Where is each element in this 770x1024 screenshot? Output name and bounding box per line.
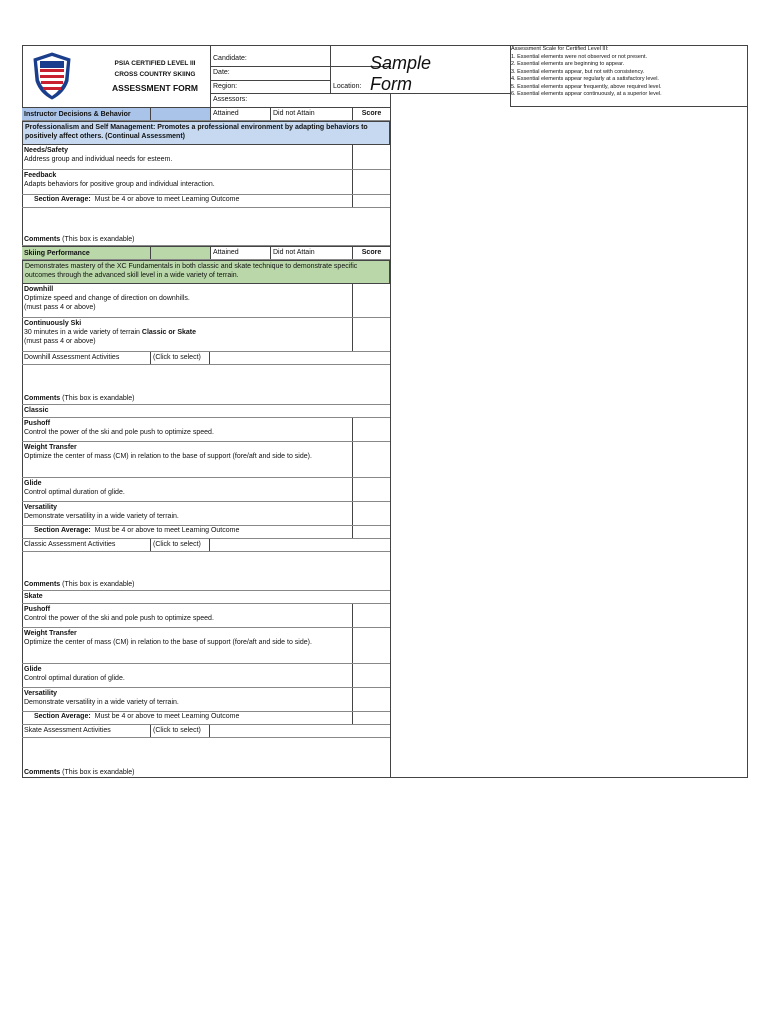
skate-item-versatility: [22, 688, 390, 712]
classic-item-pushoff: [22, 418, 390, 442]
item-title: Glide: [24, 480, 42, 487]
score-box[interactable]: [352, 170, 412, 194]
classic-item-glide: [22, 478, 390, 502]
skate-average: [22, 712, 390, 725]
score-box[interactable]: [352, 502, 412, 525]
scale-item: 3. Essential elements appear, but not with consistency.: [511, 68, 645, 75]
score-box[interactable]: [352, 442, 412, 477]
score-box[interactable]: [352, 688, 412, 711]
avg-text: Must be 4 or above to meet Learning Outcome: [94, 527, 240, 534]
comments-note: (This box is exandable): [62, 581, 135, 588]
avg-text: Must be 4 or above to meet Learning Outcome: [94, 196, 240, 203]
attained-column-header: Attained: [210, 108, 270, 120]
did-not-attain-column-header: Did not Attain: [270, 108, 352, 120]
item-title: Weight Transfer: [24, 630, 77, 637]
assessment-scale: [511, 46, 747, 99]
item-needs-safety: [22, 145, 390, 170]
date-field[interactable]: Date:: [213, 69, 230, 76]
candidate-field[interactable]: Candidate:: [213, 55, 247, 62]
section2-header-row: [22, 246, 390, 260]
score-box[interactable]: [352, 712, 412, 724]
scale-item: 6. Essential elements appear continuously, at a superior level.: [511, 91, 662, 97]
comments-label: Comments: [24, 769, 61, 776]
activities-label: Classic Assessment Activities: [24, 541, 116, 548]
section1-average: [22, 195, 390, 208]
item-title: Weight Transfer: [24, 444, 77, 451]
section2-description: Demonstrates mastery of the XC Fundamentals in both classic and skate technique to demonstrate specific outcomes through the advanced skill level in a wide variety of terrain.: [22, 260, 390, 284]
section2-title: Skiing Performance: [24, 250, 90, 257]
item-desc-bold: Classic or Skate: [141, 329, 196, 336]
skate-item-glide: [22, 664, 390, 688]
score-box[interactable]: [352, 478, 412, 501]
item-title: Feedback: [24, 172, 57, 179]
item-downhill: [22, 284, 390, 318]
comments-note: (This box is exandable): [62, 395, 135, 402]
item-desc: Adapts behaviors for positive group and individual interaction.: [24, 181, 215, 188]
comments-label: Comments: [24, 395, 61, 402]
item-title: Pushoff: [24, 420, 51, 427]
comments-label: Comments: [24, 581, 61, 588]
shield-icon: [30, 51, 74, 101]
classic-activities-row: [22, 539, 390, 552]
title-line-1: PSIA CERTIFIED LEVEL III: [114, 60, 196, 67]
item-note: (must pass 4 or above): [24, 304, 96, 311]
avg-label: Section Average:: [34, 713, 91, 720]
item-desc: Control optimal duration of glide.: [24, 675, 125, 682]
score-box[interactable]: [352, 604, 412, 627]
section1-header-row: [22, 107, 390, 121]
skate-activities-row: [22, 725, 390, 738]
activities-label: Downhill Assessment Activities: [24, 354, 120, 361]
item-title: Continuously Ski: [24, 320, 82, 327]
scale-item: 5. Essential elements appear frequently, above required level.: [511, 83, 662, 90]
item-title: Pushoff: [24, 606, 51, 613]
classic-item-versatility: [22, 502, 390, 526]
classic-item-weight-transfer: [22, 442, 390, 478]
location-field[interactable]: Location:: [333, 83, 362, 90]
item-feedback: [22, 170, 390, 195]
item-desc: Optimize speed and change of direction on downhills.: [24, 295, 190, 302]
score-column-header: Score: [352, 108, 390, 120]
item-continuously-ski: [22, 318, 390, 352]
activities-label: Skate Assessment Activities: [24, 727, 111, 734]
score-box[interactable]: [352, 284, 412, 317]
activities-select[interactable]: (Click to select): [150, 725, 210, 737]
item-desc: Address group and individual needs for esteem.: [24, 156, 173, 163]
activities-select[interactable]: (Click to select): [150, 352, 210, 364]
score-box[interactable]: [352, 628, 412, 663]
did-not-attain-column-header: Did not Attain: [270, 247, 352, 259]
score-box[interactable]: [352, 318, 412, 351]
section1-comments[interactable]: [22, 208, 390, 246]
classic-title: Classic: [22, 405, 390, 418]
item-desc: Optimize the center of mass (CM) in relation to the base of support (fore/aft and side to side).: [24, 453, 312, 460]
section1-description: Professionalism and Self Management: Promotes a professional environment by adapting behaviors to positively affect others. (Continual Assessment): [22, 121, 390, 145]
scale-item: 2. Essential elements are beginning to appear.: [511, 61, 625, 67]
item-title: Downhill: [24, 286, 54, 293]
comments-note: (This box is exandable): [62, 769, 135, 776]
scale-title: Assessment Scale for Certified Level III:: [511, 46, 609, 52]
scale-item: 1. Essential elements were not observed or not present.: [511, 53, 648, 60]
activities-select[interactable]: (Click to select): [150, 539, 210, 551]
item-title: Versatility: [24, 690, 58, 697]
score-box[interactable]: [352, 526, 412, 538]
item-desc: Control optimal duration of glide.: [24, 489, 125, 496]
psia-logo: [30, 51, 74, 101]
item-desc: Demonstrate versatility in a wide variety of terrain.: [24, 513, 179, 520]
score-box[interactable]: [352, 664, 412, 687]
region-field[interactable]: Region:: [213, 83, 238, 90]
skate-item-weight-transfer: [22, 628, 390, 664]
scale-item: 4. Essential elements appear regularly at a satisfactory level.: [511, 76, 659, 82]
classic-average: [22, 526, 390, 539]
score-box[interactable]: [352, 195, 412, 207]
score-box[interactable]: [352, 418, 412, 441]
avg-text: Must be 4 or above to meet Learning Outcome: [94, 713, 240, 720]
item-desc: Demonstrate versatility in a wide variety of terrain.: [24, 699, 179, 706]
comments-note: (This box is exandable): [62, 236, 135, 243]
assessors-field[interactable]: Assessors:: [213, 96, 248, 103]
attained-column-header: Attained: [210, 247, 270, 259]
item-note: (must pass 4 or above): [24, 338, 96, 345]
title-line-3: ASSESSMENT FORM: [112, 83, 198, 93]
section2-comments[interactable]: [22, 365, 390, 405]
classic-comments[interactable]: [22, 552, 390, 591]
item-title: Glide: [24, 666, 42, 673]
comments-label: Comments: [24, 236, 61, 243]
item-desc: 30 minutes in a wide variety of terrain: [24, 329, 140, 336]
score-column-header: Score: [352, 247, 390, 259]
sample-form-label: Sample Form: [370, 53, 432, 94]
item-title: Versatility: [24, 504, 58, 511]
item-desc: Control the power of the ski and pole push to optimize speed.: [24, 429, 214, 436]
score-box[interactable]: [352, 145, 412, 169]
avg-label: Section Average:: [34, 527, 91, 534]
avg-label: Section Average:: [34, 196, 91, 203]
item-title: Needs/Safety: [24, 147, 68, 154]
downhill-activities-row: [22, 352, 390, 365]
skate-comments[interactable]: [22, 738, 390, 778]
skate-title: Skate: [22, 591, 390, 604]
skate-item-pushoff: [22, 604, 390, 628]
section1-title: Instructor Decisions & Behavior: [24, 111, 131, 118]
item-desc: Control the power of the ski and pole push to optimize speed.: [24, 615, 214, 622]
title-line-2: CROSS COUNTRY SKIING: [114, 71, 196, 78]
item-desc: Optimize the center of mass (CM) in relation to the base of support (fore/aft and side to side).: [24, 639, 312, 646]
